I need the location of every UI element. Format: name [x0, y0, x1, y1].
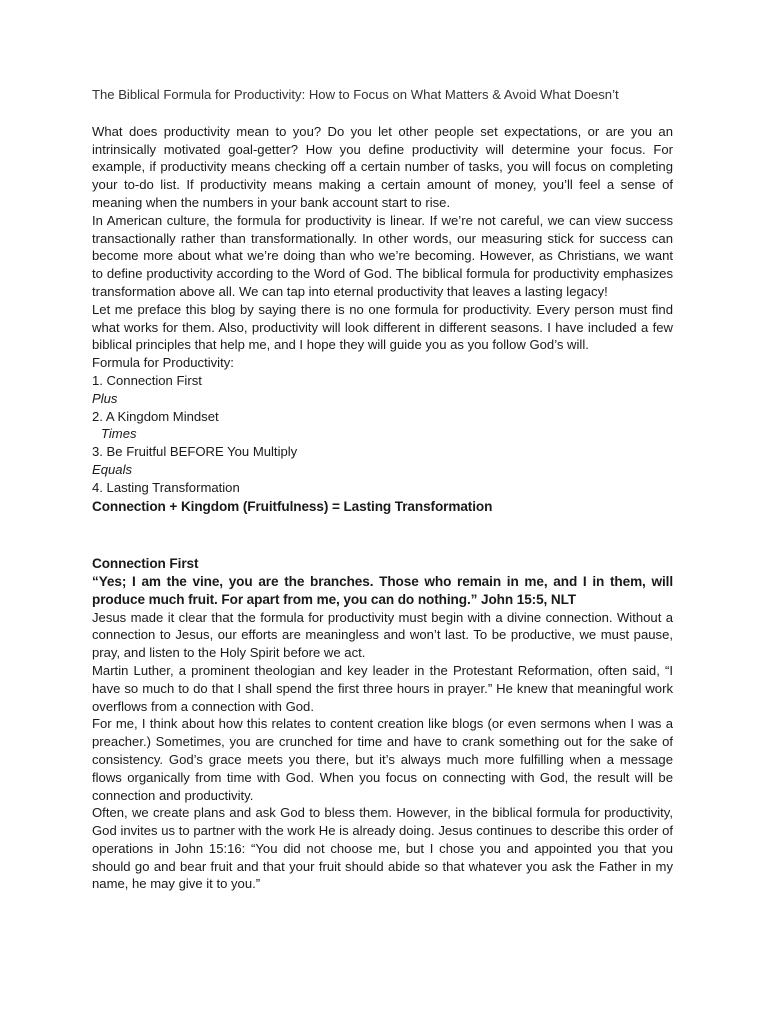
- section-paragraph: Jesus made it clear that the formula for productivity must begin with a divine connection. Without a connection to Jesus, our efforts are meaningless and won’t last. To be productive, we must pause, pray, and listen to the Holy Spirit before we act.: [92, 609, 673, 661]
- formula-step-3: 3. Be Fruitful BEFORE You Multiply: [92, 444, 298, 460]
- formula-summary: Connection + Kingdom (Fruitfulness) = Lasting Transformation: [92, 498, 493, 514]
- formula-step-4: 4. Lasting Transformation: [92, 479, 240, 495]
- scripture-quote: “Yes; I am the vine, you are the branches. Those who remain in me, and I in them, will produce much fruit. For apart from me, you can do nothing.” John 15:5, NLT: [92, 573, 673, 607]
- section-paragraph: For me, I think about how this relates to content creation like blogs (or even sermons when I was a preacher.) Sometimes, you are crunched for time and have to crank something out for the sake of consistency. God’s grace meets you there, but it’s always much more fulfilling when a message flows organically from time with God. When you focus on connecting with God, the result will be connection and productivity.: [92, 716, 673, 803]
- formula-heading: Formula for Productivity:: [92, 355, 234, 371]
- formula-step-2: 2. A Kingdom Mindset: [92, 408, 219, 424]
- intro-paragraph: Let me preface this blog by saying there is no one formula for productivity. Every person must find what works for them. Also, productivity will look different in different seasons. I have included a few biblical principles that help me, and I hope they will guide you as you follow God’s will.: [92, 301, 673, 353]
- formula-operator-plus: Plus: [92, 390, 118, 406]
- formula-step-1: 1. Connection First: [92, 372, 202, 388]
- section-spacer: [92, 516, 673, 554]
- document-body: [92, 86, 673, 893]
- intro-paragraph: What does productivity mean to you? Do you let other people set expectations, or are you an intrinsically motivated goal-getter? How you define productivity will determine your focus. For example, if productivity means checking off a certain number of tasks, you will focus on completing your to-do list. If productivity means making a certain amount of money, you’ll feel a sense of meaning when the numbers in your bank account start to rise.: [92, 123, 673, 210]
- intro-paragraph: In American culture, the formula for productivity is linear. If we’re not careful, we can view success transactionally rather than transformationally. In other words, our measuring stick for success can become more about what we’re doing than who we’re becoming. However, as Christians, we want to define productivity according to the Word of God. The biblical formula for productivity emphasizes transformation above all. We can tap into eternal productivity that leaves a lasting legacy!: [92, 212, 673, 299]
- section-paragraph: Martin Luther, a prominent theologian and key leader in the Protestant Reformation, often said, “I have so much to do that I shall spend the first three hours in prayer.” He knew that meaningful work overflows from a connection with God.: [92, 662, 673, 714]
- document-title: The Biblical Formula for Productivity: How to Focus on What Matters & Avoid What Doesn’t: [92, 87, 619, 102]
- formula-operator-times: Times: [101, 426, 137, 442]
- formula-operator-equals: Equals: [92, 461, 133, 477]
- section-heading: Connection First: [92, 555, 199, 571]
- section-paragraph: Often, we create plans and ask God to bless them. However, in the biblical formula for productivity, God invites us to partner with the work He is already doing. Jesus continues to describe this order of operations in John 15:16: “You did not choose me, but I chose you and appointed you that you should go and bear fruit and that your fruit should abide so that whatever you ask the Father in my name, he may give it to you.”: [92, 805, 673, 892]
